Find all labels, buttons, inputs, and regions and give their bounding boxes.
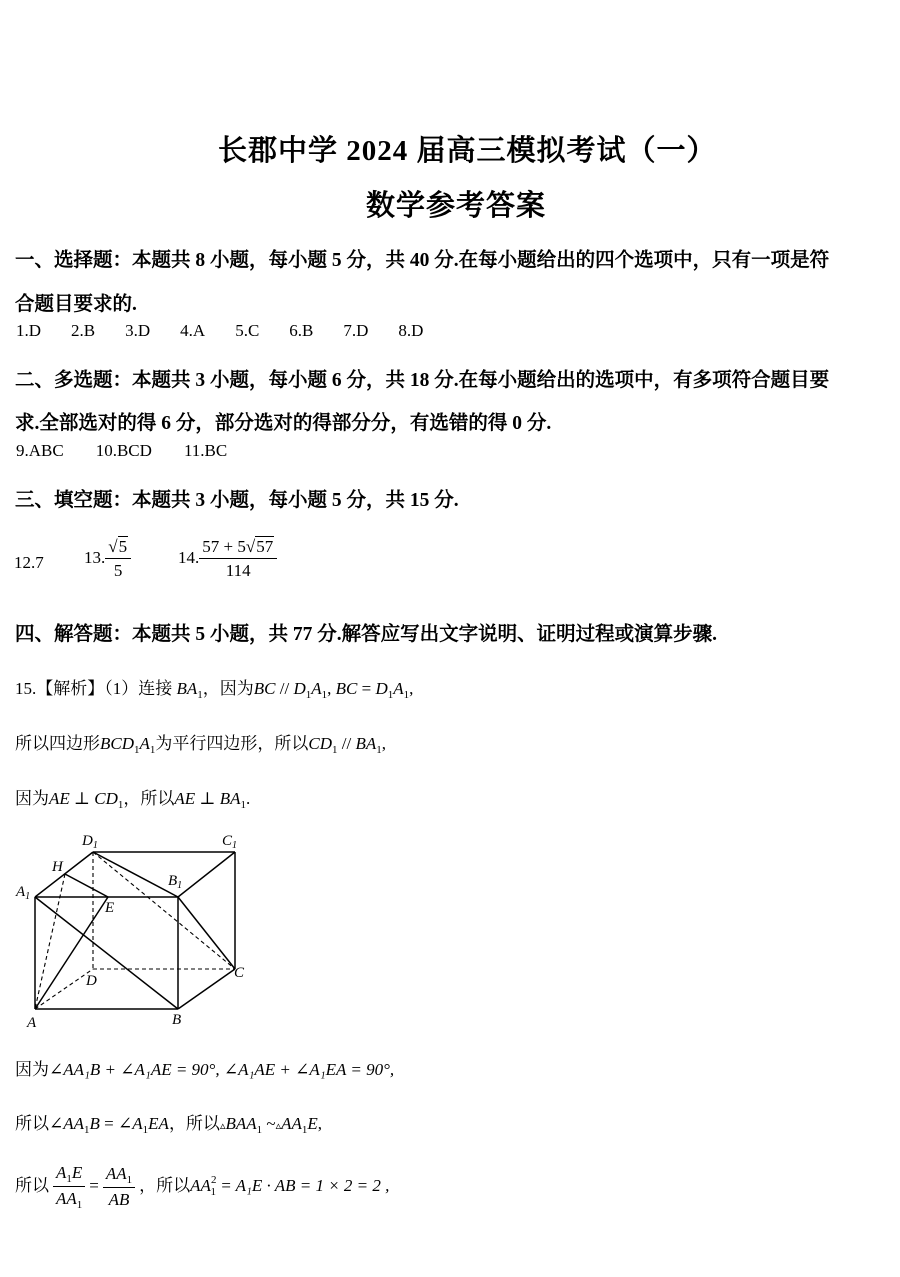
q15-so-6: ，所以 <box>139 1175 191 1195</box>
answer-2: 2.B <box>71 321 96 340</box>
section-2-answers <box>16 441 227 461</box>
answer-14: 14. $\frac{57 + 5√57}{114}$ <box>178 537 277 581</box>
answer-6: 6.B <box>289 321 314 340</box>
q15-parallelogram: 为平行四边形，所以 <box>155 734 309 753</box>
answer-14-numerator-b: 57 <box>256 537 274 556</box>
q15-line-6: 所以 $\frac{A_1E}{AA_1}$ = $\frac{AA_1}{AB}$ ，所以$AA^2_1 = A_1E$ · AB = 1 × 2 = 2 , <box>15 1163 390 1211</box>
label-A: A <box>27 1015 37 1031</box>
q15-so-5: 所以 <box>15 1175 49 1195</box>
answer-10: 10.BCD <box>95 441 152 460</box>
label-D: D <box>86 973 97 989</box>
label-D1: $D_1$ <box>82 833 98 851</box>
section-3-heading: 三、填空题：本题共 3 小题，每小题 5 分，共 15 分. <box>15 490 459 511</box>
answer-9: 9.ABC <box>16 441 64 460</box>
section-2-heading-cont: 求.全部选对的得 6 分，部分选对的得部分分，有选错的得 0 分. <box>15 413 552 434</box>
answer-4: 4.A <box>180 321 206 340</box>
q15-so-2: ，所以 <box>123 789 175 808</box>
answer-7: 7.D <box>343 321 369 340</box>
page-subtitle: 数学参考答案 <box>366 190 547 222</box>
section-2-heading: 二、多选题：本题共 3 小题，每小题 6 分，共 18 分.在每小题给出的选项中，有多项符合题目要 <box>15 370 830 391</box>
answer-5: 5.C <box>235 321 260 340</box>
q15-angle-equation: ∠AA₁B + ∠A₁AE = 90°, ∠A₁AE + ∠A₁EA = 90°, <box>49 1060 395 1079</box>
answer-1: 1.D <box>16 321 42 340</box>
section-1-heading: 一、选择题：本题共 8 小题，每小题 5 分，共 40 分.在每小题给出的四个选项中，只有一项是符 <box>15 250 830 271</box>
section-1-heading-cont: 合题目要求的. <box>15 294 137 315</box>
answer-13-label: 13. <box>84 547 106 567</box>
q15-line-5: 所以$\angle AA_1B$ = $\angle A_1EA$，所以$▵BAA_1$ $\sim▵AA_1E$, <box>15 1114 323 1136</box>
q15-final-equation: = A₁E · AB = 1 × 2 = 2 , <box>220 1175 390 1195</box>
answer-8: 8.D <box>398 321 424 340</box>
q15-so-4: ，所以 <box>168 1114 220 1133</box>
answer-14-label: 14. <box>178 547 200 567</box>
section-1-answers <box>16 321 423 341</box>
label-A1: $A_1$ <box>16 884 31 902</box>
q15-line-4 <box>15 1055 394 1080</box>
answer-3: 3.D <box>125 321 151 340</box>
cuboid-figure <box>10 826 260 1031</box>
answer-14-denominator: 114 <box>225 561 251 580</box>
label-C: C <box>234 965 245 981</box>
answer-13: 13. $\frac{√5}{5}$ <box>84 537 131 581</box>
q15-because-2: 因为 <box>15 789 49 808</box>
section-4-heading: 四、解答题：本题共 5 小题，共 77 分.解答应写出文字说明、证明过程或演算步骤. <box>15 624 718 645</box>
q15-so-1: 所以四边形 <box>15 734 100 753</box>
label-E: E <box>105 900 115 916</box>
answer-12: 12.7 <box>14 553 44 572</box>
answer-14-numerator-a: 57 + 5 <box>202 537 246 556</box>
q15-line-2: 所以四边形$BCD_1A_1$为平行四边形，所以$CD_1 // BA_1$, <box>15 734 386 756</box>
answer-13-denominator: 5 <box>113 561 123 580</box>
label-C1: $C_1$ <box>222 833 238 851</box>
q15-so-3: 所以 <box>15 1114 49 1133</box>
label-B: B <box>172 1012 182 1028</box>
label-H: H <box>52 859 63 875</box>
label-B1: $B_1$ <box>168 873 183 891</box>
q15-label: 15.【解析】（1）连接 <box>15 679 173 698</box>
q15-line-1: 15.【解析】（1）连接 $BA_1$，因为BC // $D_1A_1$, BC = $D_1A_1$, <box>15 679 414 701</box>
answer-13-numerator: 5 <box>118 537 128 556</box>
page-title: 长郡中学 2024 届高三模拟考试（一） <box>218 135 717 167</box>
answer-11: 11.BC <box>183 441 228 460</box>
q15-because: ，因为 <box>202 679 254 698</box>
q15-line-3: 因为AE ⊥ $CD_1$，所以AE ⊥ $BA_1$. <box>15 789 251 811</box>
q15-because-3: 因为 <box>15 1060 49 1079</box>
